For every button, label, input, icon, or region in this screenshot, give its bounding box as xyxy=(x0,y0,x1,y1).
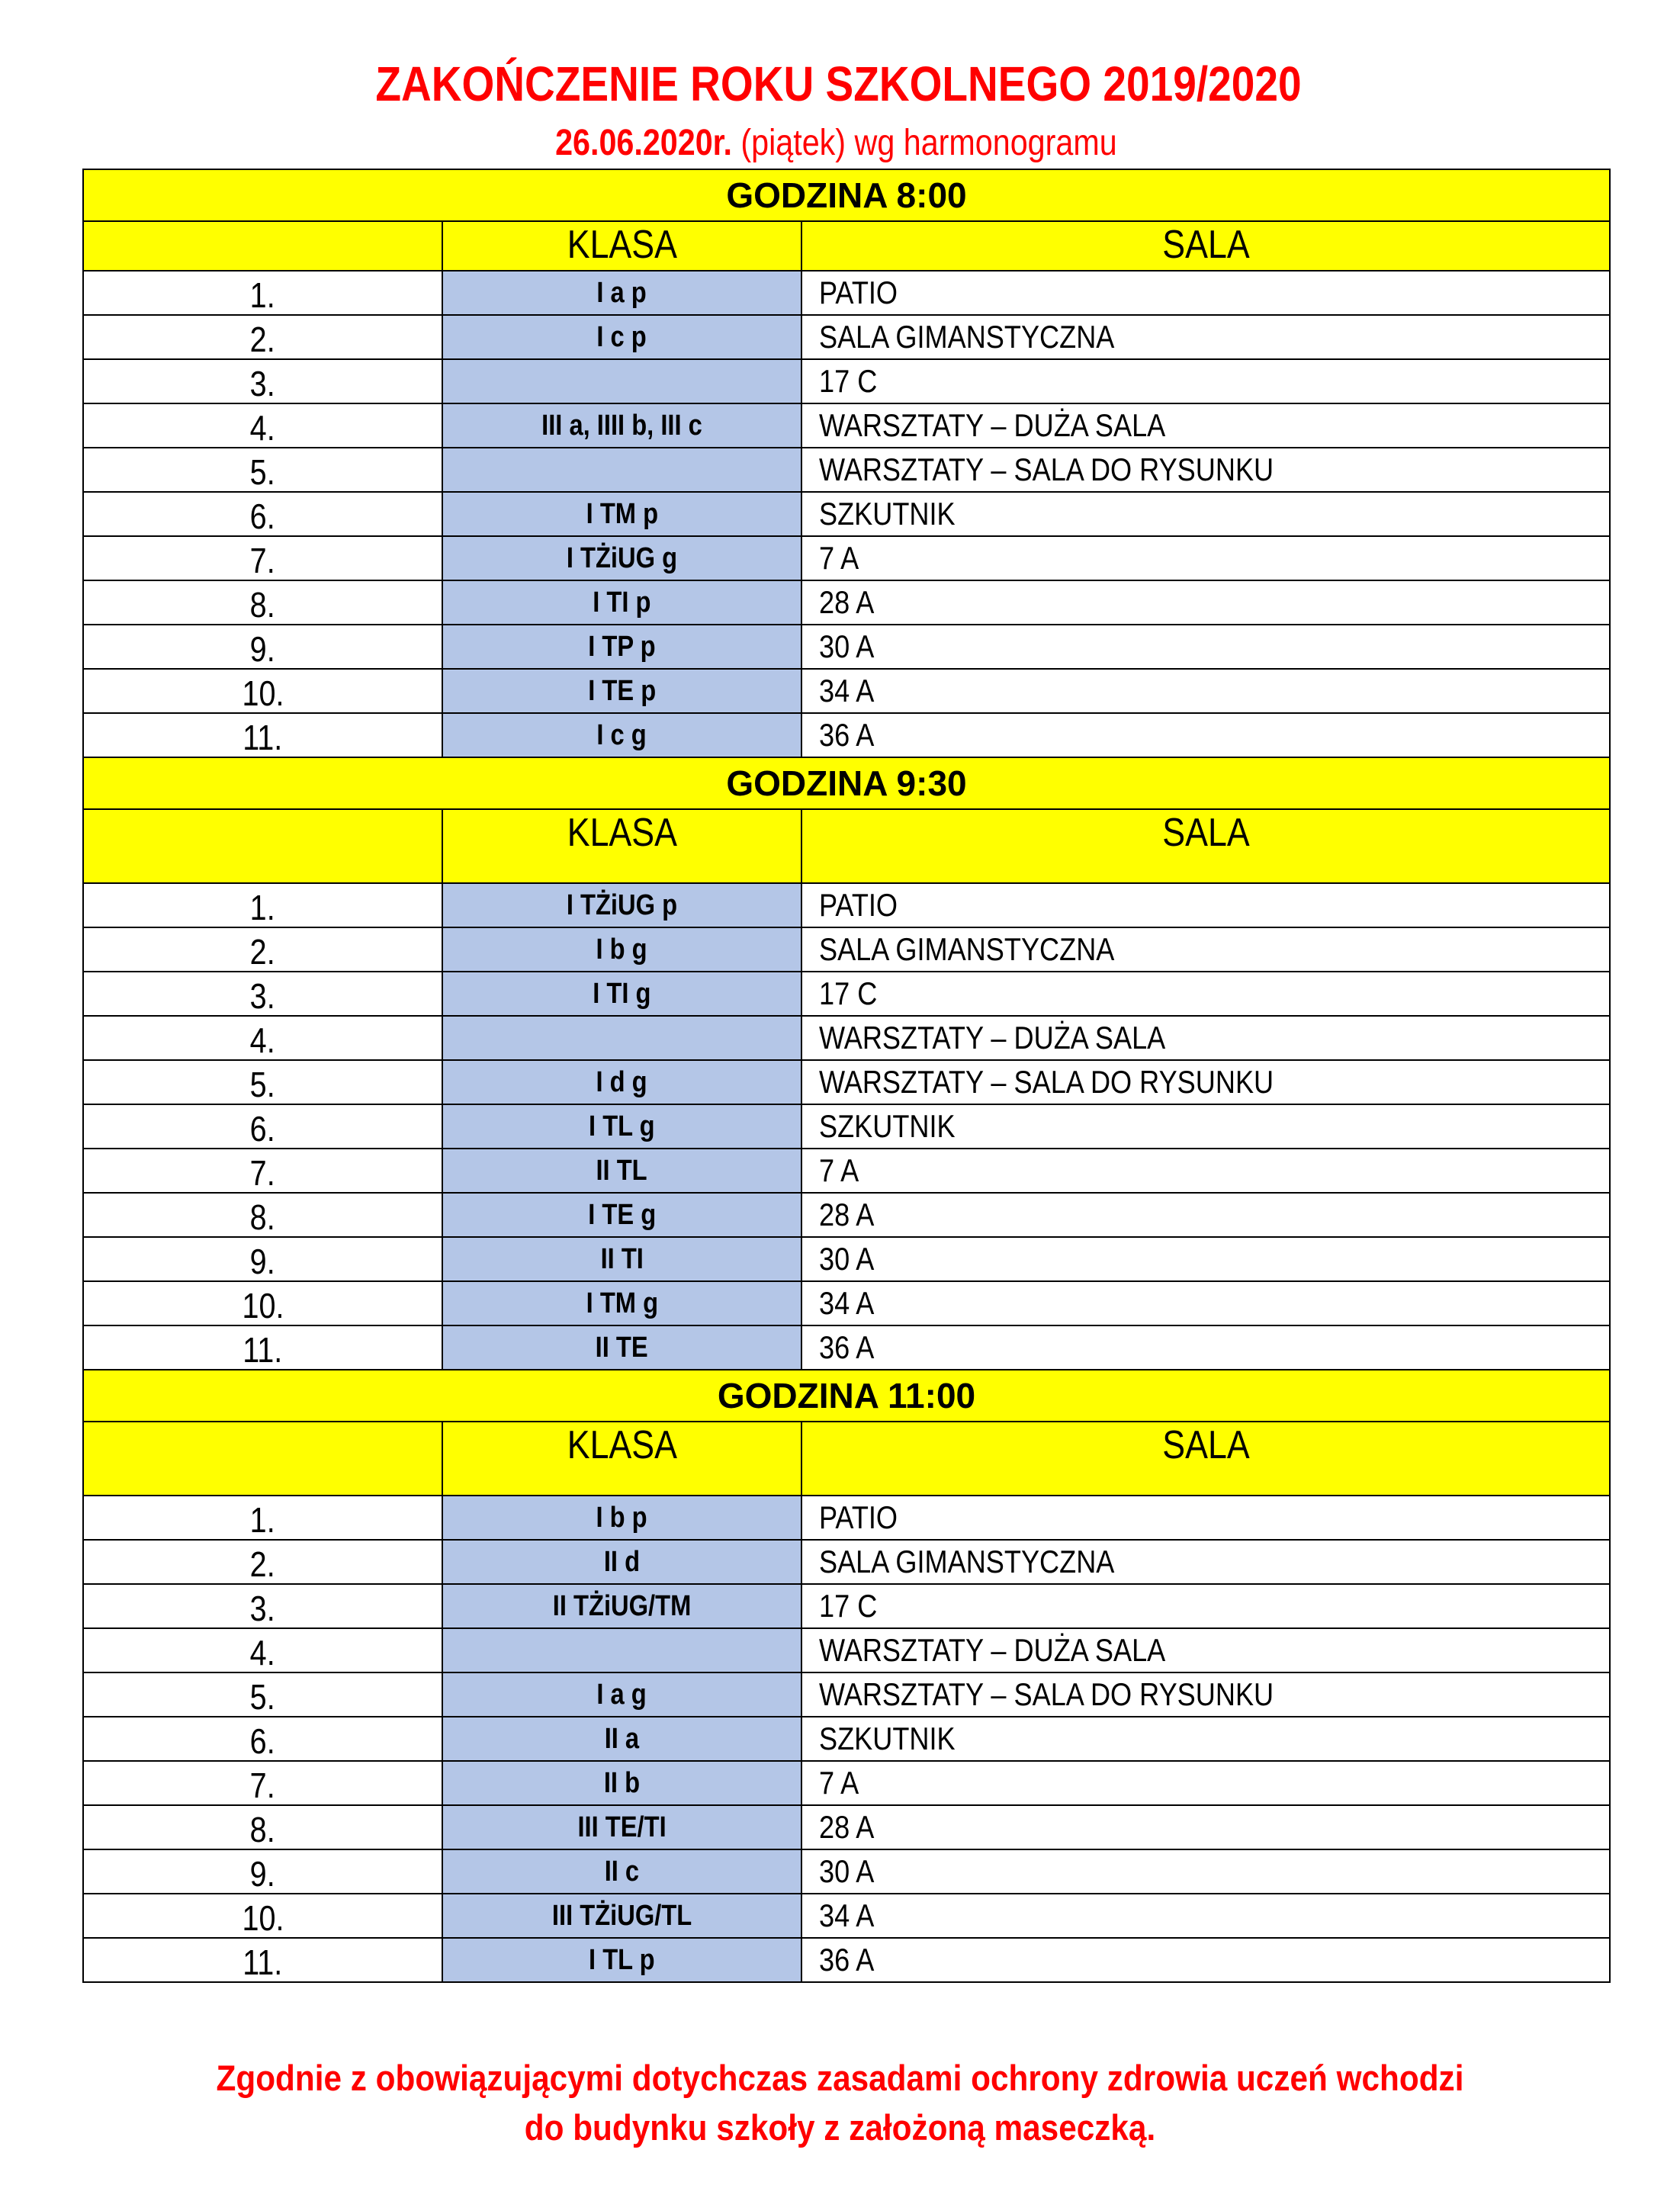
row-number: 3. xyxy=(83,359,442,403)
sala-cell: WARSZTATY – SALA DO RYSUNKU xyxy=(801,448,1610,492)
row-number: 6. xyxy=(83,1104,442,1149)
klasa-cell: II TI xyxy=(442,1237,801,1281)
klasa-cell: I TŻiUG p xyxy=(442,883,801,927)
row-number: 8. xyxy=(83,580,442,625)
row-number: 10. xyxy=(83,1894,442,1938)
sala-cell: 17 C xyxy=(801,972,1610,1016)
row-number: 2. xyxy=(83,927,442,972)
table-row xyxy=(83,1540,1610,1584)
sala-cell: 17 C xyxy=(801,359,1610,403)
table-row xyxy=(83,1938,1610,1982)
section-heading-row xyxy=(83,1370,1610,1422)
klasa-cell: I TŻiUG g xyxy=(442,536,801,580)
sala-cell: WARSZTATY – DUŻA SALA xyxy=(801,403,1610,448)
sala-cell: SZKUTNIK xyxy=(801,1717,1610,1761)
page-title: ZAKOŃCZENIE ROKU SZKOLNEGO 2019/2020 xyxy=(375,56,1302,111)
table-row xyxy=(83,315,1610,359)
sala-cell: PATIO xyxy=(801,1496,1610,1540)
row-number: 9. xyxy=(83,1849,442,1894)
table-row xyxy=(83,1894,1610,1938)
table-row xyxy=(83,1149,1610,1193)
sala-header: SALA xyxy=(801,809,1610,883)
klasa-cell: I TE g xyxy=(442,1193,801,1237)
klasa-cell: II d xyxy=(442,1540,801,1584)
row-number: 1. xyxy=(83,1496,442,1540)
sala-cell: SZKUTNIK xyxy=(801,1104,1610,1149)
sala-cell: 30 A xyxy=(801,1849,1610,1894)
klasa-header: KLASA xyxy=(442,221,801,271)
table-row xyxy=(83,1060,1610,1104)
sala-cell: 36 A xyxy=(801,713,1610,757)
row-number: 4. xyxy=(83,1628,442,1672)
table-row xyxy=(83,580,1610,625)
row-number: 9. xyxy=(83,1237,442,1281)
klasa-cell: I TL p xyxy=(442,1938,801,1982)
row-number: 10. xyxy=(83,1281,442,1325)
klasa-cell: II b xyxy=(442,1761,801,1805)
klasa-cell: III a, IIII b, III c xyxy=(442,403,801,448)
sala-cell: 36 A xyxy=(801,1938,1610,1982)
sala-cell: 28 A xyxy=(801,580,1610,625)
row-number: 8. xyxy=(83,1193,442,1237)
subtitle-date: 26.06.2020r. xyxy=(555,123,732,163)
sala-cell: SALA GIMANSTYCZNA xyxy=(801,315,1610,359)
klasa-cell: I c p xyxy=(442,315,801,359)
table-row xyxy=(83,625,1610,669)
column-header-row xyxy=(83,221,1610,271)
table-row xyxy=(83,1628,1610,1672)
klasa-cell: I TI g xyxy=(442,972,801,1016)
row-number: 7. xyxy=(83,536,442,580)
sala-cell: 30 A xyxy=(801,625,1610,669)
table-row xyxy=(83,1496,1610,1540)
klasa-cell: II a xyxy=(442,1717,801,1761)
row-number: 4. xyxy=(83,403,442,448)
schedule-table xyxy=(82,169,1611,1983)
sala-cell: 7 A xyxy=(801,1149,1610,1193)
row-number: 1. xyxy=(83,883,442,927)
row-number: 1. xyxy=(83,271,442,315)
header-blank-cell xyxy=(83,809,442,883)
sala-cell: 7 A xyxy=(801,1761,1610,1805)
section-heading: GODZINA 11:00 xyxy=(83,1370,1610,1422)
table-row xyxy=(83,883,1610,927)
klasa-cell: I b g xyxy=(442,927,801,972)
table-row xyxy=(83,1016,1610,1060)
klasa-header: KLASA xyxy=(442,1422,801,1496)
header-blank-cell xyxy=(83,221,442,271)
klasa-cell xyxy=(442,1628,801,1672)
sala-header: SALA xyxy=(801,221,1610,271)
table-row xyxy=(83,359,1610,403)
sala-cell: 28 A xyxy=(801,1805,1610,1849)
table-row xyxy=(83,1281,1610,1325)
row-number: 7. xyxy=(83,1761,442,1805)
sala-cell: 34 A xyxy=(801,1894,1610,1938)
table-row xyxy=(83,403,1610,448)
sala-cell: SALA GIMANSTYCZNA xyxy=(801,927,1610,972)
table-row xyxy=(83,713,1610,757)
section-heading: GODZINA 8:00 xyxy=(83,169,1610,221)
table-row xyxy=(83,1584,1610,1628)
klasa-cell: I TM p xyxy=(442,492,801,536)
table-row xyxy=(83,1104,1610,1149)
sala-cell: 17 C xyxy=(801,1584,1610,1628)
row-number: 2. xyxy=(83,1540,442,1584)
section-heading: GODZINA 9:30 xyxy=(83,757,1610,809)
klasa-cell: I TE p xyxy=(442,669,801,713)
section-heading-row xyxy=(83,169,1610,221)
klasa-cell: I TL g xyxy=(442,1104,801,1149)
sala-cell: 34 A xyxy=(801,669,1610,713)
row-number: 7. xyxy=(83,1149,442,1193)
sala-cell: PATIO xyxy=(801,883,1610,927)
table-row xyxy=(83,536,1610,580)
row-number: 3. xyxy=(83,972,442,1016)
row-number: 5. xyxy=(83,1672,442,1717)
table-row xyxy=(83,1672,1610,1717)
table-row xyxy=(83,492,1610,536)
klasa-cell: II TE xyxy=(442,1325,801,1370)
page-subtitle xyxy=(114,120,1559,166)
klasa-cell: I TM g xyxy=(442,1281,801,1325)
sala-cell: 28 A xyxy=(801,1193,1610,1237)
table-row xyxy=(83,1805,1610,1849)
table-row xyxy=(83,927,1610,972)
subtitle-rest: (piątek) wg harmonogramu xyxy=(740,123,1117,163)
sala-cell: WARSZTATY – DUŻA SALA xyxy=(801,1628,1610,1672)
klasa-cell xyxy=(442,1016,801,1060)
row-number: 4. xyxy=(83,1016,442,1060)
klasa-cell: I a g xyxy=(442,1672,801,1717)
table-row xyxy=(83,1193,1610,1237)
klasa-cell: I TI p xyxy=(442,580,801,625)
row-number: 8. xyxy=(83,1805,442,1849)
klasa-cell: II TL xyxy=(442,1149,801,1193)
sala-cell: 30 A xyxy=(801,1237,1610,1281)
row-number: 11. xyxy=(83,713,442,757)
klasa-cell: I b p xyxy=(442,1496,801,1540)
row-number: 10. xyxy=(83,669,442,713)
sala-cell: WARSZTATY – SALA DO RYSUNKU xyxy=(801,1060,1610,1104)
section-heading-row xyxy=(83,757,1610,809)
sala-cell: WARSZTATY – SALA DO RYSUNKU xyxy=(801,1672,1610,1717)
klasa-cell xyxy=(442,448,801,492)
klasa-cell xyxy=(442,359,801,403)
row-number: 5. xyxy=(83,448,442,492)
sala-cell: PATIO xyxy=(801,271,1610,315)
klasa-cell: I d g xyxy=(442,1060,801,1104)
klasa-cell: I a p xyxy=(442,271,801,315)
row-number: 3. xyxy=(83,1584,442,1628)
klasa-cell: III TE/TI xyxy=(442,1805,801,1849)
table-row xyxy=(83,448,1610,492)
footer-line-1: Zgodnie z obowiązującymi dotychczas zasadami ochrony zdrowia uczeń wchodzi xyxy=(216,2058,1464,2098)
klasa-header: KLASA xyxy=(442,809,801,883)
klasa-cell: I TP p xyxy=(442,625,801,669)
column-header-row xyxy=(83,809,1610,883)
table-row xyxy=(83,1717,1610,1761)
column-header-row xyxy=(83,1422,1610,1496)
klasa-cell: II c xyxy=(442,1849,801,1894)
sala-cell: SZKUTNIK xyxy=(801,492,1610,536)
klasa-cell: III TŻiUG/TL xyxy=(442,1894,801,1938)
table-row xyxy=(83,1325,1610,1370)
table-row xyxy=(83,1761,1610,1805)
sala-cell: WARSZTATY – DUŻA SALA xyxy=(801,1016,1610,1060)
row-number: 11. xyxy=(83,1938,442,1982)
sala-header: SALA xyxy=(801,1422,1610,1496)
header-blank-cell xyxy=(83,1422,442,1496)
sala-cell: 34 A xyxy=(801,1281,1610,1325)
row-number: 5. xyxy=(83,1060,442,1104)
row-number: 2. xyxy=(83,315,442,359)
sala-cell: SALA GIMANSTYCZNA xyxy=(801,1540,1610,1584)
sala-cell: 7 A xyxy=(801,536,1610,580)
klasa-cell: I c g xyxy=(442,713,801,757)
table-row xyxy=(83,669,1610,713)
klasa-cell: II TŻiUG/TM xyxy=(442,1584,801,1628)
table-row xyxy=(83,972,1610,1016)
sala-cell: 36 A xyxy=(801,1325,1610,1370)
footer-line-2: do budynku szkoły z założoną maseczką. xyxy=(524,2107,1156,2148)
table-row xyxy=(83,1237,1610,1281)
table-row xyxy=(83,1849,1610,1894)
row-number: 11. xyxy=(83,1325,442,1370)
row-number: 6. xyxy=(83,1717,442,1761)
table-row xyxy=(83,271,1610,315)
row-number: 9. xyxy=(83,625,442,669)
row-number: 6. xyxy=(83,492,442,536)
footer-notice xyxy=(0,2053,1680,2152)
